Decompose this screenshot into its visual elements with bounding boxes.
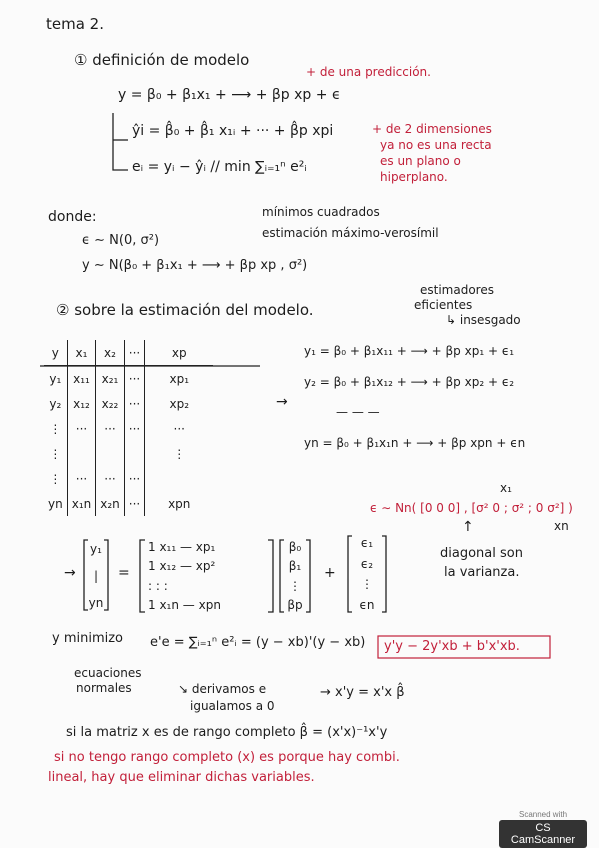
derive-step-1: ↘ derivamos e	[178, 682, 267, 696]
plus-sign: +	[324, 565, 336, 581]
data-table	[44, 340, 213, 516]
normal-equation: → x'y = x'x β̂	[320, 685, 405, 700]
model-fitted-equation: ŷi = β̂₀ + β̂₁ x₁ᵢ + ··· + β̂p xpi	[132, 123, 334, 139]
table-arrow: →	[276, 394, 288, 410]
note-unbiased: ↳ insesgado	[446, 313, 521, 327]
rank-deficient-line-1: si no tengo rango completo (x) es porque hay combi.	[54, 750, 400, 765]
note-dimensions-3: es un plano o	[380, 154, 461, 168]
note-variance: la varianza.	[444, 565, 520, 580]
note-estimators: estimadores	[420, 283, 494, 297]
least-squares-label: mínimos cuadrados	[262, 205, 380, 219]
derive-step-2: igualamos a 0	[190, 699, 275, 713]
error-vector: ϵ₁ ϵ₂ ⋮ ϵn	[359, 536, 375, 612]
page-title: tema 2.	[46, 15, 104, 33]
model-equation: y = β₀ + β₁x₁ + ⟶ + βp xp + ϵ	[118, 87, 341, 103]
note-dimensions-1: + de 2 dimensiones	[372, 122, 492, 136]
table-row: y₁ x₁₁ x₂₁ ··· xp₁	[44, 366, 213, 392]
table-row: yn x₁n x₂n ··· xpn	[44, 491, 213, 516]
note-dimensions-4: hiperplano.	[380, 170, 448, 184]
note-prediction: + de una predicción.	[306, 65, 431, 79]
minimize-label: y minimizo	[52, 631, 124, 646]
table-row: y x₁ x₂ ··· xp	[44, 340, 213, 366]
equation-dashes: — — —	[336, 405, 380, 419]
table-row: ⋮ ··· ··· ··· ···	[44, 416, 213, 441]
section-1-heading: ① definición de modelo	[74, 51, 250, 69]
beta-vector: β₀ β₁ ⋮ βp	[287, 540, 303, 612]
table-row: ⋮ ⋮	[44, 441, 213, 466]
table-row: y₂ x₁₂ x₂₂ ··· xp₂	[44, 391, 213, 416]
equals-sign: =	[118, 565, 130, 581]
epsilon-distribution: ϵ ∼ N(0, σ²)	[82, 233, 160, 248]
max-likelihood-label: estimación máximo-verosímil	[262, 226, 439, 240]
rank-deficient-line-2: lineal, hay que eliminar dichas variables.	[48, 770, 315, 785]
equation-yn: yn = β₀ + β₁x₁n + ⟶ + βp xpn + ϵn	[304, 436, 526, 450]
up-arrow: ↑	[462, 519, 474, 535]
equation-y1: y₁ = β₀ + β₁x₁₁ + ⟶ + βp xp₁ + ϵ₁	[304, 344, 515, 358]
residual-equation: eᵢ = yᵢ − ŷᵢ // min ∑ᵢ₌₁ⁿ e²ᵢ	[132, 159, 307, 175]
badge-label: Scanned with	[518, 810, 568, 819]
note-diagonal: diagonal son	[440, 546, 523, 561]
label-xn: xn	[554, 519, 569, 533]
note-dimensions-2: ya no es una recta	[380, 138, 492, 152]
label-x1: x₁	[500, 481, 512, 495]
error-distribution: ϵ ∼ Nn( [0 0 0] , [σ² 0 ; σ² ; 0 σ²] )	[370, 501, 573, 515]
section-2-heading: ② sobre la estimación del modelo.	[56, 301, 314, 319]
camscanner-badge	[499, 810, 587, 848]
table-row: ⋮ ··· ··· ···	[44, 466, 213, 491]
normal-eq-label-1: ecuaciones	[74, 666, 142, 680]
y-distribution: y ∼ N(β₀ + β₁x₁ + ⟶ + βp xp , σ²)	[82, 258, 308, 273]
matrix-arrow: →	[64, 565, 76, 581]
x-matrix: 1 x₁₁ — xp₁ 1 x₁₂ — xp² : : : 1 x₁n — xpn	[148, 540, 221, 612]
boxed-expression: y'y − 2y'xb + b'x'xb.	[384, 639, 520, 654]
donde-label: donde:	[48, 209, 97, 225]
minimize-expression: e'e = ∑ᵢ₌₁ⁿ e²ᵢ = (y − xb)'(y − xb)	[150, 635, 366, 650]
normal-eq-label-2: normales	[76, 681, 132, 695]
equation-y2: y₂ = β₀ + β₁x₁₂ + ⟶ + βp xp₂ + ϵ₂	[304, 375, 515, 389]
full-rank-statement: si la matriz x es de rango completo β̂ = (x'x)⁻¹x'y	[66, 725, 388, 740]
note-efficient: eficientes	[414, 298, 473, 312]
y-vector: y₁ | yn	[88, 542, 104, 610]
camscanner-logo: CS CamScanner	[499, 820, 587, 848]
